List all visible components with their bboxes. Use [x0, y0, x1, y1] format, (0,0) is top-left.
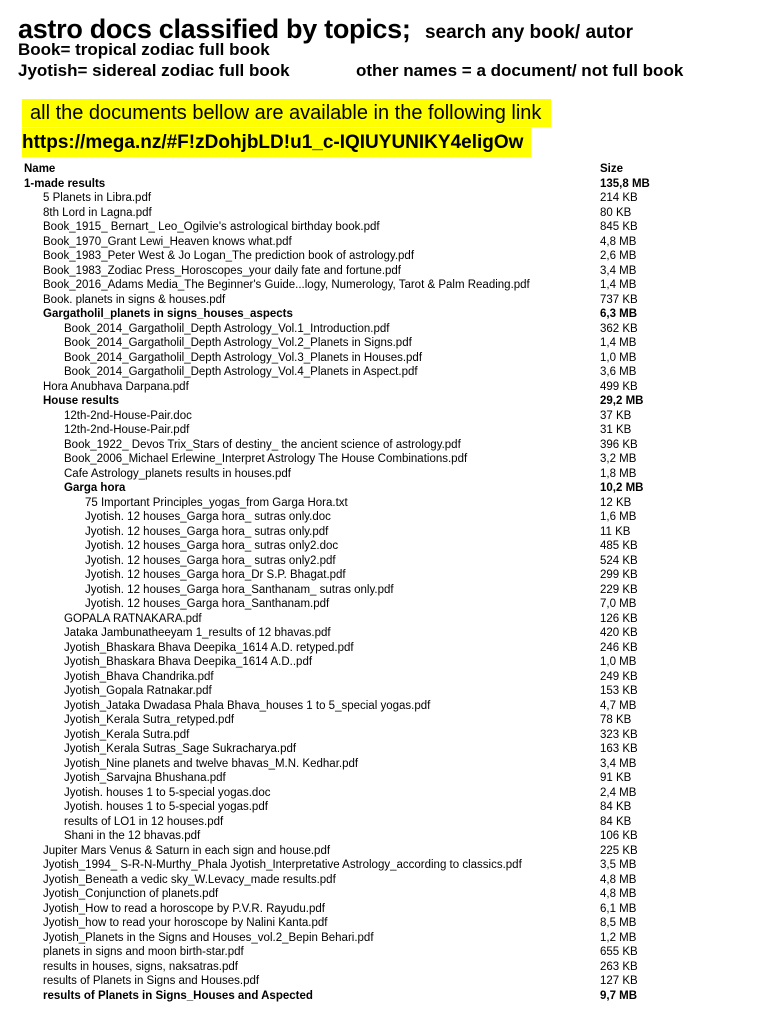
- file-size: 263 KB: [600, 960, 638, 973]
- file-row[interactable]: [24, 713, 744, 728]
- file-size: 1,6 MB: [600, 511, 637, 523]
- file-name: Jyotish_How to read a horoscope by P.V.R. Rayudu.pdf: [43, 902, 325, 915]
- file-size: 524 KB: [600, 554, 638, 567]
- file-name: Jyotish_Kerala Sutra.pdf: [64, 728, 190, 741]
- file-size: 655 KB: [600, 946, 638, 958]
- file-row[interactable]: [24, 235, 744, 250]
- file-size: 323 KB: [600, 728, 638, 741]
- file-name: results of LO1 in 12 houses.pdf: [64, 815, 224, 828]
- file-size: 8,5 MB: [600, 917, 637, 929]
- file-name: Book_2016_Adams Media_The Beginner's Guide...logy, Numerology, Tarot & Palm Reading.pdf: [43, 279, 530, 291]
- file-size: 4,8 MB: [600, 873, 637, 886]
- file-size: 1,2 MB: [600, 931, 637, 944]
- file-row[interactable]: [24, 829, 744, 844]
- file-row[interactable]: [24, 742, 744, 757]
- file-name: Shani in the 12 bhavas.pdf: [64, 830, 201, 842]
- file-name: Jyotish_1994_ S-R-N-Murthy_Phala Jyotish_Interpretative Astrology_according to classics.pdf: [43, 859, 522, 871]
- folder-name: results of Planets in Signs_Houses and Aspected: [43, 989, 313, 1002]
- file-name: Book_1983_Peter West & Jo Logan_The prediction book of astrology.pdf: [43, 250, 415, 262]
- file-size: 246 KB: [600, 641, 638, 654]
- folder-name: House results: [43, 395, 120, 407]
- file-name: Jyotish. houses 1 to 5-special yogas.pdf: [64, 801, 268, 813]
- file-size: 4,7 MB: [600, 699, 637, 712]
- file-name: Jyotish. 12 houses_Garga hora_Santhanam.pdf: [85, 598, 330, 610]
- file-row[interactable]: [24, 844, 744, 859]
- file-name: planets in signs and moon birth-star.pdf: [43, 946, 244, 958]
- file-row[interactable]: [24, 800, 744, 815]
- file-row[interactable]: [24, 554, 744, 569]
- file-size: 10,2 MB: [600, 482, 644, 494]
- file-size: 420 KB: [600, 627, 638, 639]
- file-row[interactable]: [24, 612, 744, 627]
- file-row[interactable]: [24, 583, 744, 598]
- file-row[interactable]: [24, 293, 744, 308]
- file-name: Jyotish_Conjunction of planets.pdf: [43, 888, 219, 900]
- file-row[interactable]: [24, 626, 744, 641]
- file-row[interactable]: [24, 786, 744, 801]
- file-row[interactable]: [24, 380, 744, 395]
- file-row[interactable]: [24, 916, 744, 931]
- file-size: 214 KB: [600, 192, 638, 204]
- definitions-row: [18, 61, 738, 81]
- file-size: 485 KB: [600, 540, 638, 552]
- file-row[interactable]: [24, 452, 744, 467]
- file-name: Jyotish. 12 houses_Garga hora_ sutras only2.doc: [85, 540, 339, 552]
- folder-row[interactable]: [24, 481, 744, 496]
- file-size: 12 KB: [600, 496, 632, 509]
- folder-row[interactable]: [24, 307, 744, 322]
- file-size: 396 KB: [600, 438, 638, 451]
- file-size: 3,4 MB: [600, 264, 637, 277]
- file-row[interactable]: [24, 902, 744, 917]
- file-name: Book_2006_Michael Erlewine_Interpret Astrology The House Combinations.pdf: [64, 453, 468, 465]
- folder-row[interactable]: [24, 989, 744, 1004]
- file-row[interactable]: [24, 191, 744, 206]
- file-name: Book_2014_Gargatholil_Depth Astrology_Vol.4_Planets in Aspect.pdf: [64, 366, 418, 378]
- file-name: Jyotish_Kerala Sutra_retyped.pdf: [64, 714, 235, 726]
- file-size: 37 KB: [600, 409, 632, 422]
- file-name: Book_2014_Gargatholil_Depth Astrology_Vol.1_Introduction.pdf: [64, 322, 390, 335]
- file-name: Jyotish. 12 houses_Garga hora_ sutras only2.pdf: [85, 554, 336, 567]
- file-row[interactable]: [24, 728, 744, 743]
- folder-name: 1-made results: [24, 177, 106, 190]
- file-name: Book_1922_ Devos Trix_Stars of destiny_ the ancient science of astrology.pdf: [64, 438, 461, 451]
- file-row[interactable]: [24, 858, 744, 873]
- column-header-row: [24, 162, 744, 177]
- file-size: 499 KB: [600, 380, 638, 393]
- file-size: 229 KB: [600, 583, 638, 596]
- file-size: 106 KB: [600, 830, 638, 842]
- file-name: 12th-2nd-House-Pair.pdf: [64, 424, 190, 436]
- file-size: 91 KB: [600, 772, 632, 784]
- file-list: [24, 162, 744, 1003]
- file-name: Hora Anubhava Darpana.pdf: [43, 380, 189, 393]
- file-size: 1,4 MB: [600, 279, 637, 291]
- file-size: 84 KB: [600, 801, 632, 813]
- file-size: 737 KB: [600, 293, 638, 306]
- file-row[interactable]: [24, 974, 744, 989]
- file-row[interactable]: [24, 365, 744, 380]
- file-size: 2,6 MB: [600, 250, 637, 262]
- file-size: 3,5 MB: [600, 859, 637, 871]
- mega-link[interactable]: https://mega.nz/#F!zDohjbLD!u1_c-IQIUYUNIKY4eligOw: [22, 128, 531, 157]
- file-row[interactable]: [24, 568, 744, 583]
- file-size: 9,7 MB: [600, 989, 638, 1002]
- folder-row[interactable]: [24, 177, 744, 192]
- availability-note: all the documents bellow are available in the following link: [22, 99, 551, 127]
- jyotish-definition: Jyotish= sidereal zodiac full book: [18, 61, 290, 80]
- file-row[interactable]: [24, 264, 744, 279]
- file-row[interactable]: [24, 699, 744, 714]
- file-row[interactable]: [24, 467, 744, 482]
- file-name: Jyotish_Gopala Ratnakar.pdf: [64, 685, 212, 697]
- folder-name: Gargatholil_planets in signs_houses_aspects: [43, 308, 293, 320]
- file-name: 75 Important Principles_yogas_from Garga Hora.txt: [85, 496, 348, 509]
- file-name: Jyotish_Bhaskara Bhava Deepika_1614 A.D. retyped.pdf: [64, 641, 354, 654]
- file-size: 1,0 MB: [600, 351, 637, 364]
- file-name: Jyotish. 12 houses_Garga hora_Santhanam_ sutras only.pdf: [85, 583, 394, 596]
- file-name: 12th-2nd-House-Pair.doc: [64, 409, 192, 422]
- file-size: 29,2 MB: [600, 395, 644, 407]
- file-size: 225 KB: [600, 844, 638, 857]
- file-name: Jyotish_Beneath a vedic sky_W.Levacy_made results.pdf: [43, 873, 336, 886]
- file-row[interactable]: [24, 931, 744, 946]
- file-size: 80 KB: [600, 206, 632, 219]
- file-name: Jyotish_Bhava Chandrika.pdf: [64, 670, 214, 683]
- file-row[interactable]: [24, 757, 744, 772]
- file-name: Book_2014_Gargatholil_Depth Astrology_Vol.2_Planets in Signs.pdf: [64, 337, 412, 349]
- file-row[interactable]: [24, 815, 744, 830]
- file-size: 78 KB: [600, 714, 632, 726]
- file-row[interactable]: [24, 351, 744, 366]
- file-row[interactable]: [24, 655, 744, 670]
- file-size: 126 KB: [600, 612, 638, 625]
- file-size: 11 KB: [600, 525, 631, 538]
- file-row[interactable]: [24, 278, 744, 293]
- file-row[interactable]: [24, 423, 744, 438]
- file-size: 845 KB: [600, 221, 638, 233]
- file-size: 1,8 MB: [600, 467, 637, 480]
- file-size: 1,4 MB: [600, 337, 637, 349]
- file-size: 4,8 MB: [600, 235, 637, 248]
- file-name: 5 Planets in Libra.pdf: [43, 192, 152, 204]
- file-row[interactable]: [24, 641, 744, 656]
- file-name: Jataka Jambunatheeyam 1_results of 12 bhavas.pdf: [64, 627, 331, 639]
- file-row[interactable]: [24, 438, 744, 453]
- file-size: 31 KB: [600, 424, 632, 436]
- page-title: astro docs classified by topics;: [18, 14, 411, 44]
- file-size: 4,8 MB: [600, 888, 637, 900]
- search-hint: search any book/ autor: [424, 22, 633, 43]
- file-row[interactable]: [24, 322, 744, 337]
- name-column-header: Name: [24, 163, 56, 175]
- file-row[interactable]: [24, 206, 744, 221]
- file-size: 2,4 MB: [600, 786, 637, 799]
- file-size: 153 KB: [600, 685, 638, 697]
- file-size: 84 KB: [600, 815, 632, 828]
- file-name: Jyotish. 12 houses_Garga hora_ sutras only.pdf: [85, 525, 329, 538]
- file-name: Jyotish_Kerala Sutras_Sage Sukracharya.pdf: [64, 743, 297, 755]
- book-definition: Book= tropical zodiac full book: [18, 40, 270, 59]
- file-row[interactable]: [24, 539, 744, 554]
- file-row[interactable]: [24, 670, 744, 685]
- file-row[interactable]: [24, 873, 744, 888]
- file-row[interactable]: [24, 220, 744, 235]
- folder-name: Garga hora: [64, 482, 126, 494]
- file-name: 8th Lord in Lagna.pdf: [43, 206, 152, 219]
- file-size: 3,6 MB: [600, 366, 637, 378]
- file-row[interactable]: [24, 525, 744, 540]
- file-size: 127 KB: [600, 975, 638, 987]
- file-name: Jyotish_Planets in the Signs and Houses_vol.2_Bepin Behari.pdf: [43, 931, 374, 944]
- file-name: Jyotish_Nine planets and twelve bhavas_M.N. Kedhar.pdf: [64, 757, 359, 770]
- file-row[interactable]: [24, 945, 744, 960]
- file-name: Cafe Astrology_planets results in houses.pdf: [64, 467, 291, 480]
- file-name: Jyotish. 12 houses_Garga hora_ sutras only.doc: [85, 511, 331, 523]
- file-size: 7,0 MB: [600, 598, 637, 610]
- file-row[interactable]: [24, 336, 744, 351]
- file-size: 135,8 MB: [600, 177, 650, 190]
- file-row[interactable]: [24, 409, 744, 424]
- file-size: 3,4 MB: [600, 757, 637, 770]
- file-name: results in houses, signs, naksatras.pdf: [43, 960, 238, 973]
- file-size: 362 KB: [600, 322, 638, 335]
- file-size: 1,0 MB: [600, 656, 637, 668]
- file-row[interactable]: [24, 510, 744, 525]
- file-name: Jyotish_how to read your horoscope by Nalini Kanta.pdf: [43, 917, 328, 929]
- file-row[interactable]: [24, 249, 744, 264]
- file-name: Jyotish_Sarvajna Bhushana.pdf: [64, 772, 226, 784]
- file-row[interactable]: [24, 597, 744, 612]
- folder-row[interactable]: [24, 394, 744, 409]
- file-row[interactable]: [24, 960, 744, 975]
- file-name: Jyotish. houses 1 to 5-special yogas.doc: [64, 786, 271, 799]
- file-row[interactable]: [24, 771, 744, 786]
- file-size: 249 KB: [600, 670, 638, 683]
- file-row[interactable]: [24, 887, 744, 902]
- file-name: GOPALA RATNAKARA.pdf: [64, 612, 202, 625]
- file-size: 6,3 MB: [600, 308, 638, 320]
- file-name: Book. planets in signs & houses.pdf: [43, 293, 226, 306]
- other-names-definition: other names = a document/ not full book: [356, 61, 684, 80]
- file-name: Jyotish_Bhaskara Bhava Deepika_1614 A.D..pdf: [64, 656, 313, 668]
- size-column-header: Size: [600, 163, 624, 175]
- file-name: results of Planets in Signs and Houses.pdf: [43, 975, 260, 987]
- file-name: Jyotish_Jataka Dwadasa Phala Bhava_houses 1 to 5_special yogas.pdf: [64, 699, 431, 712]
- file-name: Book_1915_ Bernart_ Leo_Ogilvie's astrological birthday book.pdf: [43, 221, 380, 233]
- file-size: 6,1 MB: [600, 902, 637, 915]
- file-size: 299 KB: [600, 569, 638, 581]
- file-name: Book_2014_Gargatholil_Depth Astrology_Vol.3_Planets in Houses.pdf: [64, 351, 423, 364]
- file-size: 3,2 MB: [600, 453, 637, 465]
- file-size: 163 KB: [600, 743, 638, 755]
- file-name: Jupiter Mars Venus & Saturn in each sign and house.pdf: [43, 844, 331, 857]
- file-name: Jyotish. 12 houses_Garga hora_Dr S.P. Bhagat.pdf: [85, 569, 346, 581]
- file-name: Book_1970_Grant Lewi_Heaven knows what.pdf: [43, 235, 292, 248]
- file-row[interactable]: [24, 496, 744, 511]
- file-row[interactable]: [24, 684, 744, 699]
- file-name: Book_1983_Zodiac Press_Horoscopes_your daily fate and fortune.pdf: [43, 264, 402, 277]
